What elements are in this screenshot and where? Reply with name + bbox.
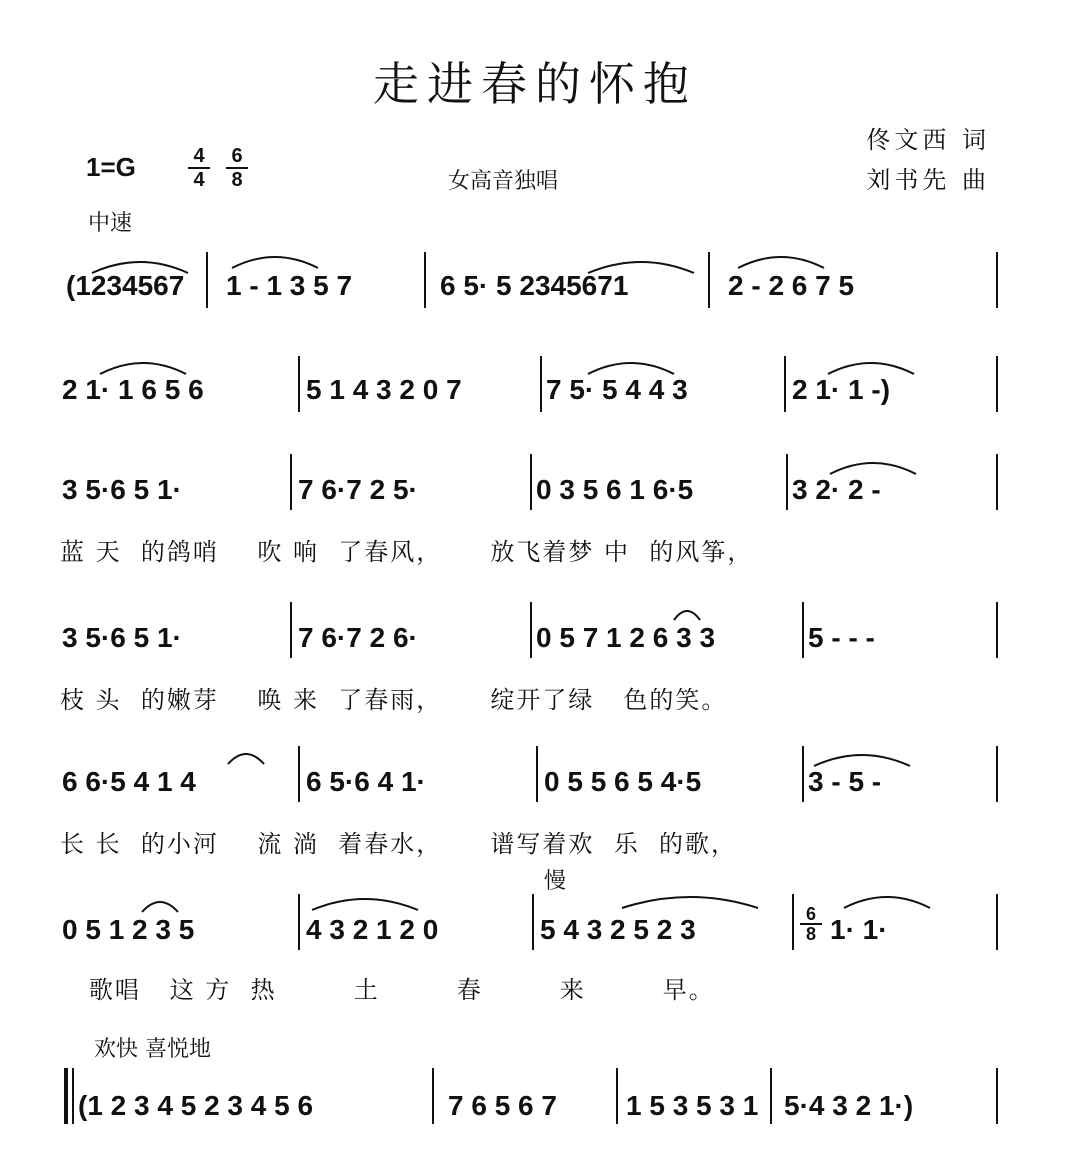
measure: 3 2· 2 - xyxy=(792,474,881,505)
barline xyxy=(290,454,292,510)
barline xyxy=(784,356,786,412)
measure: 7 6·7 2 6· xyxy=(298,622,418,653)
slur xyxy=(310,892,420,912)
measure: 0 5 5 6 5 4·5 xyxy=(544,766,702,797)
measure: 5 - - - xyxy=(808,622,875,653)
measure: 4 3 2 1 2 0 xyxy=(306,914,439,945)
measure: 1 - 1 3 5 7 xyxy=(226,270,353,301)
measure: 7 5· 5 4 4 3 xyxy=(546,374,688,405)
slur xyxy=(620,890,760,910)
barline xyxy=(616,1068,618,1124)
slur xyxy=(812,748,912,768)
tie xyxy=(842,890,932,910)
measure: 2 1· 1 6 5 6 xyxy=(62,374,204,405)
barline xyxy=(424,252,426,308)
repeat-barline xyxy=(72,1068,74,1124)
time-signature-6-8: 6 8 xyxy=(226,146,248,190)
lyricist-credit: 佟文西 词 xyxy=(866,126,990,154)
barline xyxy=(996,454,998,510)
tie xyxy=(226,748,266,766)
barline xyxy=(708,252,710,308)
performance-note: 女高音独唱 xyxy=(448,169,559,194)
barline xyxy=(540,356,542,412)
measure: 2 - 2 6 7 5 xyxy=(728,270,855,301)
measure: (1 2 3 4 5 2 3 4 5 6 xyxy=(78,1090,314,1121)
barline xyxy=(432,1068,434,1124)
tie xyxy=(230,250,320,270)
barline xyxy=(298,894,300,950)
measure: 3 - 5 - xyxy=(808,766,882,797)
measure: 6 5· 5 2345671 xyxy=(440,270,629,301)
barline xyxy=(532,894,534,950)
barline xyxy=(996,356,998,412)
time-signature-change: 6 8 xyxy=(800,906,822,942)
tie xyxy=(586,356,676,376)
tie xyxy=(140,896,180,914)
tie xyxy=(828,456,918,476)
key-signature: 1=G xyxy=(86,152,136,182)
barline xyxy=(786,454,788,510)
time-signature-4-4: 4 4 xyxy=(188,146,210,190)
barline xyxy=(530,602,532,658)
barline xyxy=(802,602,804,658)
barline xyxy=(770,1068,772,1124)
measure: 1· 1· xyxy=(830,914,888,945)
expression-marking: 欢快 喜悦地 xyxy=(94,1037,211,1062)
barline xyxy=(290,602,292,658)
lyrics-line-1: 蓝 天 的鸽哨 吹 响 了春风， 放飞着梦 中 的风筝， xyxy=(60,538,754,566)
measure: 6 5·6 4 1· xyxy=(306,766,426,797)
song-title: 走进春的怀抱 xyxy=(373,57,697,111)
measure: 5 4 3 2 5 2 3 xyxy=(540,914,696,945)
barline xyxy=(206,252,208,308)
tie xyxy=(672,606,702,622)
measure: 6 6·5 4 1 4 xyxy=(62,766,196,797)
barline xyxy=(298,356,300,412)
barline xyxy=(536,746,538,802)
tie xyxy=(98,356,188,376)
lyrics-line-2: 枝 头 的嫩芽 唤 来 了春雨， 绽开了绿 色的笑。 xyxy=(60,686,728,714)
measure: 7 6 5 6 7 xyxy=(448,1090,557,1121)
barline xyxy=(530,454,532,510)
slur xyxy=(586,255,696,275)
barline xyxy=(996,1068,998,1124)
barline xyxy=(996,602,998,658)
measure: 0 5 1 2 3 5 xyxy=(62,914,195,945)
barline xyxy=(792,894,794,950)
repeat-barline xyxy=(64,1068,68,1124)
tempo-marking: 中速 xyxy=(88,211,133,236)
measure: 0 3 5 6 1 6·5 xyxy=(536,474,694,505)
barline xyxy=(996,894,998,950)
composer-credit: 刘书先 曲 xyxy=(866,166,990,194)
measure: 7 6·7 2 5· xyxy=(298,474,418,505)
barline xyxy=(996,746,998,802)
measure: 1 5 3 5 3 1 xyxy=(626,1090,759,1121)
tie xyxy=(826,356,916,376)
slur xyxy=(90,255,190,275)
barline xyxy=(996,252,998,308)
lyrics-line-3: 长 长 的小河 流 淌 着春水， 谱写着欢 乐 的歌， xyxy=(60,830,737,858)
slow-marking: 慢 xyxy=(544,869,567,894)
measure: 5·4 3 2 1·) xyxy=(784,1090,914,1121)
measure: 2 1· 1 -) xyxy=(792,374,891,405)
measure: 0 5 7 1 2 6 3 3 xyxy=(536,622,716,653)
measure: 3 5·6 5 1· xyxy=(62,474,182,505)
barline xyxy=(802,746,804,802)
measure: 3 5·6 5 1· xyxy=(62,622,182,653)
lyrics-line-4: 歌唱 这 方 热 土 春 来 早。 xyxy=(60,976,715,1004)
barline xyxy=(298,746,300,802)
measure: (1234567 xyxy=(66,270,185,301)
tie xyxy=(736,250,826,270)
measure: 5 1 4 3 2 0 7 xyxy=(306,374,462,405)
